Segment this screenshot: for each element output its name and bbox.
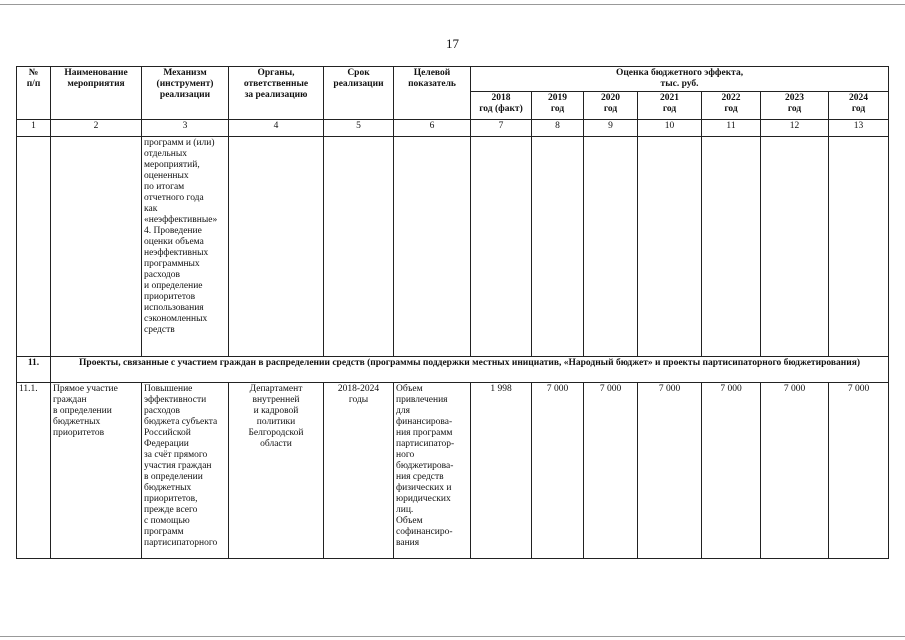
row-value-2022: 7 000 [702, 383, 761, 559]
column-number: 4 [229, 120, 324, 137]
row-value-2021: 7 000 [638, 383, 702, 559]
continuation-mechanism: программ и (или) отдельных мероприятий, оцененных по итогам отчетного года как «неэффективные» 4. Проведение оценки объема неэффективных программных расходов и определение приоритетов использования сэкономленных средств [142, 137, 229, 357]
column-number: 5 [324, 120, 394, 137]
column-number: 8 [532, 120, 584, 137]
column-number: 13 [829, 120, 889, 137]
row-value-2018: 1 998 [471, 383, 532, 559]
section-number: 11. [17, 357, 51, 383]
column-number: 7 [471, 120, 532, 137]
budget-effect-table [16, 66, 889, 559]
header-bodies: Органы, ответственные за реализацию [229, 67, 324, 120]
header-effect-group: Оценка бюджетного эффекта, тыс. руб. [471, 67, 889, 92]
row-name: Прямое участие граждан в определении бюджетных приоритетов [51, 383, 142, 559]
row-mechanism: Повышение эффективности расходов бюджета субъекта Российской Федерации за счёт прямого участия граждан в определении бюджетных приоритетов, прежде всего с помощью программ партисипаторного [142, 383, 229, 559]
header-name: Наименование мероприятия [51, 67, 142, 120]
header-term: Срок реализации [324, 67, 394, 120]
header-year: 2024 год [829, 92, 889, 120]
header-year: 2023 год [761, 92, 829, 120]
row-indicator: Объем привлечения для финансирова- ния программ партисипатор- ного бюджетирова- ния средств физических и юридических лиц. Объем софинансиро- вания [394, 383, 471, 559]
header-year: 2020 год [584, 92, 638, 120]
row-bodies: Департамент внутренней и кадровой политики Белгородской области [229, 383, 324, 559]
column-number: 3 [142, 120, 229, 137]
scan-edge-line [0, 636, 905, 637]
row-value-2024: 7 000 [829, 383, 889, 559]
row-term: 2018-2024 годы [324, 383, 394, 559]
column-number: 12 [761, 120, 829, 137]
header-mechanism: Механизм (инструмент) реализации [142, 67, 229, 120]
header-indicator: Целевой показатель [394, 67, 471, 120]
table-row [17, 137, 889, 357]
page-number: 17 [446, 36, 459, 51]
row-value-2020: 7 000 [584, 383, 638, 559]
section-title: Проекты, связанные с участием граждан в распределении средств (программы поддержки местных инициатив, «Народный бюджет» и проекты партисипаторного бюджетирования) [51, 357, 889, 383]
column-number: 6 [394, 120, 471, 137]
header-year: 2018 год (факт) [471, 92, 532, 120]
column-number: 10 [638, 120, 702, 137]
scan-edge-line [0, 4, 905, 5]
header-year: 2021 год [638, 92, 702, 120]
column-number: 11 [702, 120, 761, 137]
row-value-2023: 7 000 [761, 383, 829, 559]
row-value-2019: 7 000 [532, 383, 584, 559]
header-num: № п/п [17, 67, 51, 120]
column-number: 2 [51, 120, 142, 137]
column-number: 9 [584, 120, 638, 137]
column-number-row [17, 120, 889, 137]
table-row [17, 383, 889, 559]
section-row [17, 357, 889, 383]
column-number: 1 [17, 120, 51, 137]
header-year: 2019 год [532, 92, 584, 120]
header-year: 2022 год [702, 92, 761, 120]
row-number: 11.1. [17, 383, 51, 559]
